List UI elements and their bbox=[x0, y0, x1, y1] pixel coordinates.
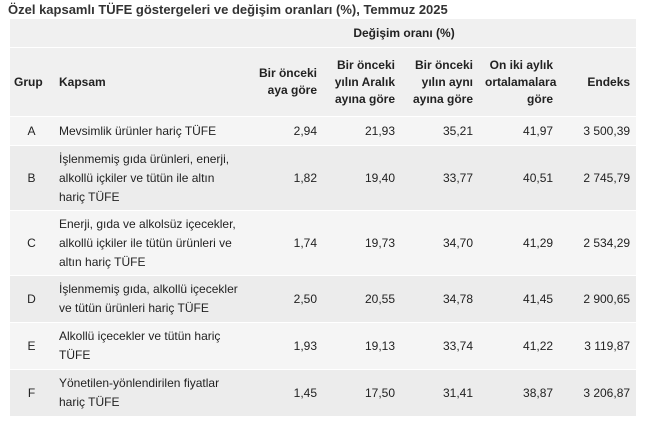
cell-group: D bbox=[10, 276, 53, 323]
cell-scope: Enerji, gıda ve alkolsüz içecekler, alkollü içkiler ile tütün ürünleri ve altın hariç TÜFE bbox=[53, 211, 249, 276]
table-body bbox=[10, 117, 636, 417]
cell-twelve-month-avg: 40,51 bbox=[479, 146, 559, 211]
table-row bbox=[10, 323, 636, 370]
cell-prev-month: 2,94 bbox=[249, 117, 323, 146]
cell-index: 3 119,87 bbox=[559, 323, 636, 370]
cell-prev-month: 2,50 bbox=[249, 276, 323, 323]
table-row bbox=[10, 276, 636, 323]
cell-same-month-prev-year: 34,78 bbox=[401, 276, 479, 323]
change-rate-header: Değişim oranı (%) bbox=[249, 19, 559, 48]
cell-prev-december: 17,50 bbox=[323, 370, 401, 417]
cell-prev-month: 1,93 bbox=[249, 323, 323, 370]
table-row bbox=[10, 211, 636, 276]
cell-same-month-prev-year: 33,77 bbox=[401, 146, 479, 211]
table-row bbox=[10, 370, 636, 417]
cell-prev-december: 19,40 bbox=[323, 146, 401, 211]
cell-scope: Alkollü içecekler ve tütün hariç TÜFE bbox=[53, 323, 249, 370]
cell-group: E bbox=[10, 323, 53, 370]
cell-twelve-month-avg: 41,45 bbox=[479, 276, 559, 323]
cell-index: 2 900,65 bbox=[559, 276, 636, 323]
header-spacer-scope bbox=[53, 19, 249, 48]
table-header bbox=[10, 19, 636, 117]
cell-group: F bbox=[10, 370, 53, 417]
cell-prev-month: 1,74 bbox=[249, 211, 323, 276]
cell-twelve-month-avg: 38,87 bbox=[479, 370, 559, 417]
col-header-prev-december: Bir önceki yılın Aralık ayına göre bbox=[323, 48, 401, 117]
cell-twelve-month-avg: 41,97 bbox=[479, 117, 559, 146]
header-spacer-index bbox=[559, 19, 636, 48]
cell-index: 3 500,39 bbox=[559, 117, 636, 146]
cell-same-month-prev-year: 35,21 bbox=[401, 117, 479, 146]
cell-prev-december: 19,73 bbox=[323, 211, 401, 276]
cell-prev-month: 1,82 bbox=[249, 146, 323, 211]
cell-scope: İşlenmemiş gıda ürünleri, enerji, alkollü içkiler ve tütün ile altın hariç TÜFE bbox=[53, 146, 249, 211]
cell-scope: İşlenmemiş gıda, alkollü içecekler ve tütün ürünleri hariç TÜFE bbox=[53, 276, 249, 323]
cell-scope: Yönetilen-yönlendirilen fiyatlar hariç TÜFE bbox=[53, 370, 249, 417]
cell-prev-december: 21,93 bbox=[323, 117, 401, 146]
cell-index: 2 534,29 bbox=[559, 211, 636, 276]
cell-same-month-prev-year: 31,41 bbox=[401, 370, 479, 417]
table-row bbox=[10, 117, 636, 146]
cell-same-month-prev-year: 33,74 bbox=[401, 323, 479, 370]
cell-same-month-prev-year: 34,70 bbox=[401, 211, 479, 276]
header-spacer-group bbox=[10, 19, 53, 48]
col-header-scope: Kapsam bbox=[53, 48, 249, 117]
col-header-twelve-month-avg: On iki aylık ortalamalara göre bbox=[479, 48, 559, 117]
cell-index: 2 745,79 bbox=[559, 146, 636, 211]
cell-index: 3 206,87 bbox=[559, 370, 636, 417]
col-header-same-month-prev-year: Bir önceki yılın aynı ayına göre bbox=[401, 48, 479, 117]
cell-twelve-month-avg: 41,22 bbox=[479, 323, 559, 370]
cell-group: A bbox=[10, 117, 53, 146]
cell-twelve-month-avg: 41,29 bbox=[479, 211, 559, 276]
cell-scope: Mevsimlik ürünler hariç TÜFE bbox=[53, 117, 249, 146]
cell-group: B bbox=[10, 146, 53, 211]
cell-prev-december: 19,13 bbox=[323, 323, 401, 370]
cell-prev-december: 20,55 bbox=[323, 276, 401, 323]
col-header-index: Endeks bbox=[559, 48, 636, 117]
col-header-prev-month: Bir önceki aya göre bbox=[249, 48, 323, 117]
cell-prev-month: 1,45 bbox=[249, 370, 323, 417]
cpi-table bbox=[10, 19, 636, 417]
table-title: Özel kapsamlı TÜFE göstergeleri ve değişim oranları (%), Temmuz 2025 bbox=[8, 2, 448, 17]
col-header-group: Grup bbox=[10, 48, 53, 117]
table-row bbox=[10, 146, 636, 211]
cell-group: C bbox=[10, 211, 53, 276]
